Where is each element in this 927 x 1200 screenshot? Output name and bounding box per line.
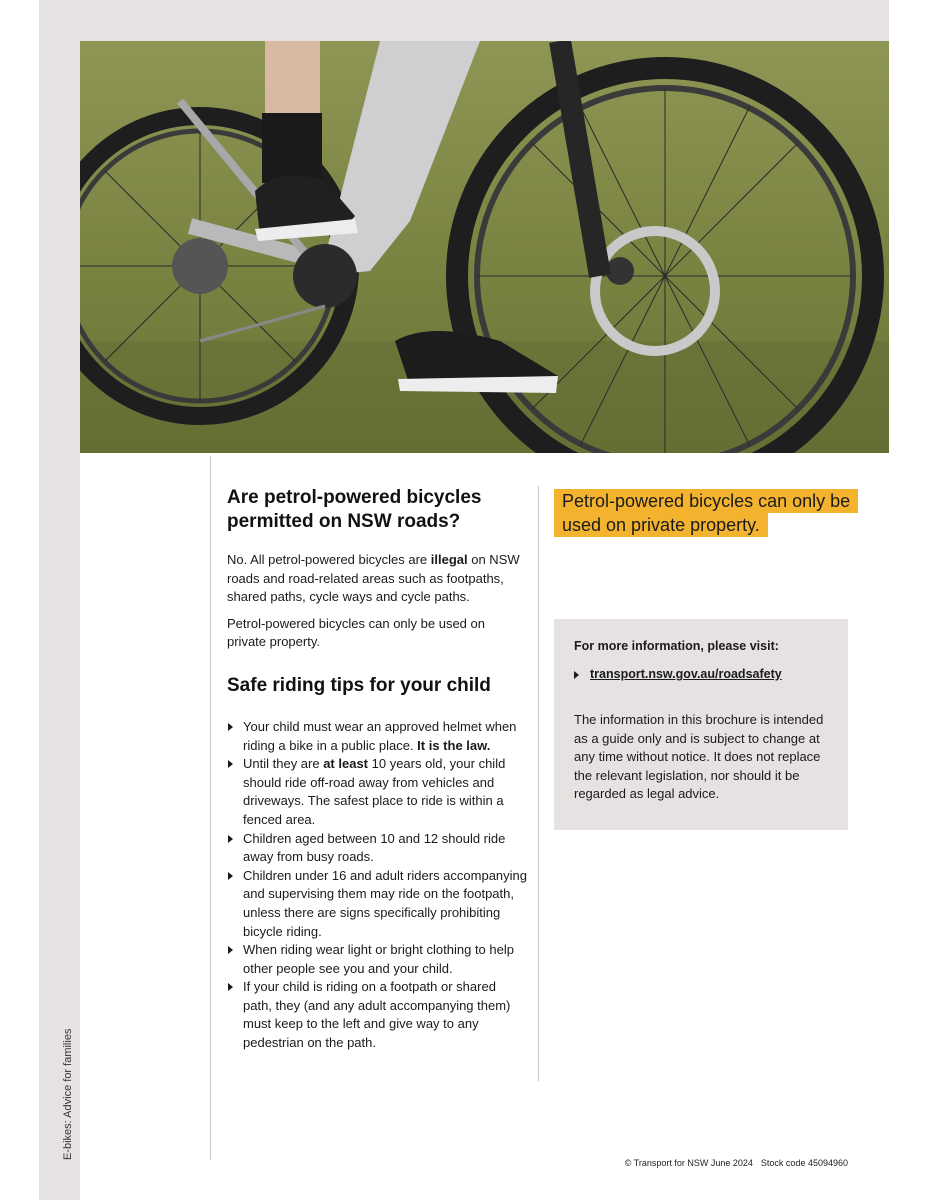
illegal-paragraph-text: No. All petrol-powered bicycles are bbox=[227, 552, 431, 567]
list-item bbox=[227, 830, 527, 867]
list-item bbox=[227, 755, 527, 829]
triangle-right-icon bbox=[228, 723, 233, 731]
triangle-right-icon bbox=[228, 872, 233, 880]
safe-riding-tips-list bbox=[227, 718, 527, 1053]
safe-riding-heading: Safe riding tips for your child bbox=[227, 674, 491, 696]
triangle-right-icon bbox=[228, 983, 233, 991]
top-grey-band bbox=[39, 0, 889, 41]
pull-quote-callout bbox=[554, 489, 854, 537]
tip-text: Children aged between 10 and 12 should ride away from busy roads. bbox=[243, 830, 506, 865]
main-column bbox=[227, 486, 527, 1053]
more-info-link-row bbox=[574, 667, 828, 681]
permitted-heading: Are petrol-powered bicycles permitted on NSW roads? bbox=[227, 487, 482, 532]
tip-text: When riding wear light or bright clothing to help other people see you and your child. bbox=[243, 942, 514, 976]
private-property-paragraph: Petrol-powered bicycles can only be used on private property. bbox=[227, 615, 485, 650]
tip-text: Until they are bbox=[243, 756, 324, 772]
side-label: E-bikes: Advice for families bbox=[62, 1028, 74, 1160]
tip-emphasis: It is the law. bbox=[417, 737, 491, 753]
tip-text: If your child is riding on a footpath or shared path, they (and any adult accompanying them) must keep to the left and give way to any pedestrian on the path. bbox=[243, 979, 511, 1051]
illegal-paragraph-text-end: on NSW roads and road-related areas such as footpaths, shared paths, cycle ways and cycle paths. bbox=[227, 552, 520, 605]
triangle-right-icon bbox=[574, 671, 579, 679]
illegal-paragraph bbox=[227, 551, 527, 607]
tip-text: Children under 16 and adult riders accompanying and supervising them may ride on the footpath, unless there are signs specifically prohibiting bicycle riding. bbox=[243, 867, 528, 939]
list-item bbox=[227, 978, 527, 1052]
tip-text: Your child must wear an approved helmet when riding a bike in a public place. bbox=[243, 718, 517, 753]
list-item bbox=[227, 941, 527, 978]
triangle-right-icon bbox=[228, 760, 233, 768]
middle-column-rule bbox=[538, 486, 539, 1081]
bicycle-photo bbox=[80, 41, 889, 453]
triangle-right-icon bbox=[228, 835, 233, 843]
footer bbox=[625, 1158, 848, 1168]
left-grey-band bbox=[39, 41, 80, 1200]
roadsafety-link[interactable]: transport.nsw.gov.au/roadsafety bbox=[590, 667, 782, 681]
pull-quote-text: Petrol-powered bicycles can only be used on private property. bbox=[554, 489, 858, 537]
tip-text-end: 10 years old, your child should ride off-road away from vehicles and driveways. The safest place to ride is within a fenced area. bbox=[243, 756, 506, 827]
bicycle-illustration bbox=[80, 41, 889, 453]
disclaimer-text: The information in this brochure is intended as a guide only and is subject to change at any time without notice. It does not replace the relevant legislation, nor should it be regarded as legal advice. bbox=[574, 712, 824, 802]
list-item bbox=[227, 867, 527, 941]
illegal-emphasis: illegal bbox=[430, 552, 468, 567]
left-column-rule bbox=[210, 456, 211, 1160]
tip-emphasis: at least bbox=[323, 756, 369, 772]
list-item bbox=[227, 718, 527, 755]
triangle-right-icon bbox=[228, 946, 233, 954]
stock-code: Stock code 45094960 bbox=[760, 1158, 848, 1168]
copyright-text: © Transport for NSW June 2024 bbox=[624, 1158, 753, 1168]
more-info-box bbox=[554, 619, 848, 830]
more-info-title: For more information, please visit: bbox=[574, 639, 779, 653]
